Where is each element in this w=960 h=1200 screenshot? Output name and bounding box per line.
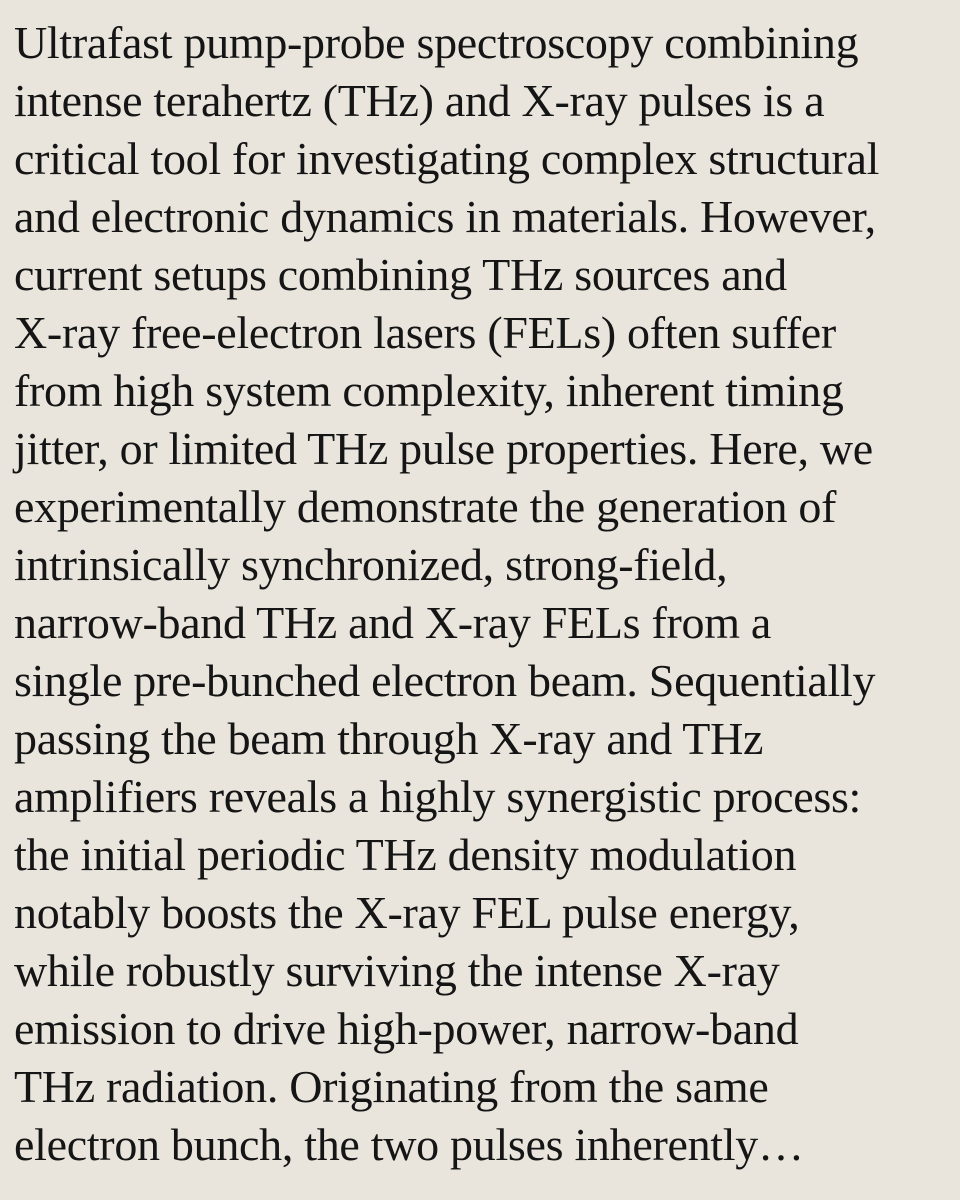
text-line: experimentally demonstrate the generation of [14, 481, 837, 532]
text-line: electron bunch, the two pulses inherently… [14, 1119, 804, 1170]
text-line: Ultrafast pump-probe spectroscopy combining [14, 17, 859, 68]
text-line: from high system complexity, inherent timing [14, 365, 844, 416]
text-line: notably boosts the X-ray FEL pulse energy, [14, 887, 800, 938]
abstract-text [14, 14, 948, 1174]
text-line: intrinsically synchronized, strong-field, [14, 539, 728, 590]
text-line: amplifiers reveals a highly synergistic process: [14, 771, 862, 822]
text-line: THz radiation. Originating from the same [14, 1061, 769, 1112]
text-line: passing the beam through X-ray and THz [14, 713, 764, 764]
text-line: X-ray free-electron lasers (FELs) often suffer [14, 307, 836, 358]
text-line: intense terahertz (THz) and X-ray pulses is a [14, 75, 825, 126]
text-line: and electronic dynamics in materials. However, [14, 191, 876, 242]
text-line: jitter, or limited THz pulse properties. Here, we [14, 423, 873, 474]
text-line: while robustly surviving the intense X-ray [14, 945, 780, 996]
text-line: critical tool for investigating complex structural [14, 133, 880, 184]
text-line: narrow-band THz and X-ray FELs from a [14, 597, 772, 648]
text-line: emission to drive high-power, narrow-band [14, 1003, 799, 1054]
text-line: single pre-bunched electron beam. Sequentially [14, 655, 876, 706]
text-line: the initial periodic THz density modulation [14, 829, 797, 880]
text-line: current setups combining THz sources and [14, 249, 787, 300]
